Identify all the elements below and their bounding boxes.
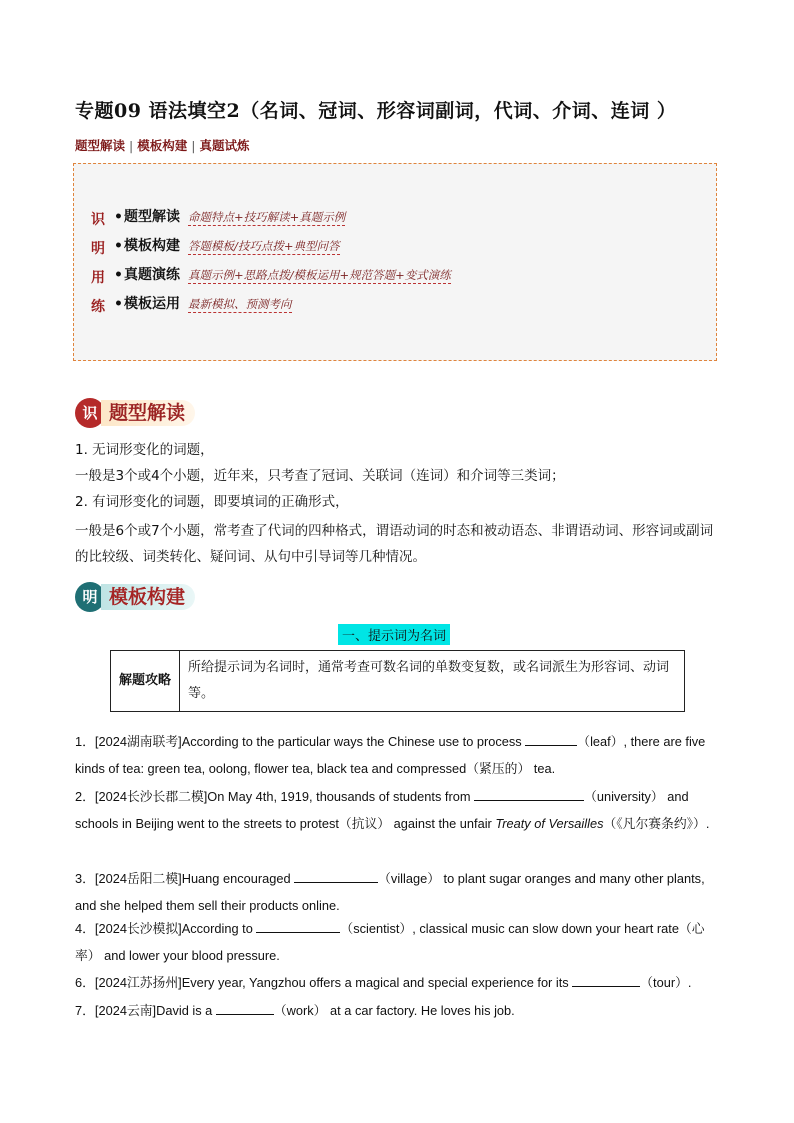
toc-item[interactable]: •真题演练 真题示例+思路点拨/模板运用+规范答题+变式演练	[114, 267, 451, 283]
interpretation-text: 1. 无词形变化的词题， 一般是3个或4个小题，近年来，只考查了冠词、关联词（连词）和介词等三类词； 2. 有词形变化的词题，即要填词的正确形式， 一般是6个或7个小题，常考查了代词的四种格式，谓语动词的时态和被动语态、非谓语动词、形容词或副词的比较级、词类转化、疑问词、从句中引导词等几种情况。	[75, 442, 714, 565]
answer-blank[interactable]	[294, 868, 378, 883]
toc-side-label: 识 明 用 练	[91, 212, 105, 315]
subheading-noun-hint: 一、提示词为名词	[338, 624, 450, 645]
section-nav: 题型解读 | 模板构建 | 真题试炼	[75, 138, 250, 153]
question-item: 4．[2024长沙模拟]According to （scientist）, classical music can slow down your heart rate（心率） and lower your blood pressure.	[75, 915, 723, 969]
badge-circle-icon: 识	[75, 398, 105, 428]
page-title: 专题09 语法填空2（名词、冠词、形容词副词，代词、介词、连词 ）	[75, 100, 677, 122]
answer-blank[interactable]	[256, 918, 340, 933]
question-item: 6．[2024江苏扬州]Every year, Yangzhou offers a magical and special experience for its （tour）.	[75, 969, 723, 996]
question-item: 7．[2024云南]David is a （work） at a car factory. He loves his job.	[75, 997, 723, 1024]
nav-item-interpretation[interactable]: 题型解读	[75, 138, 126, 153]
nav-item-practice[interactable]: 真题试炼	[199, 138, 250, 153]
nav-item-template[interactable]: 模板构建	[137, 138, 188, 153]
badge-circle-icon: 明	[75, 582, 105, 612]
strategy-head: 解题攻略	[111, 651, 180, 712]
answer-blank[interactable]	[216, 1000, 274, 1015]
toc-item[interactable]: •模板构建 答题模板/技巧点拨+典型问答	[114, 238, 340, 254]
toc-item[interactable]: •模板运用 最新模拟、预测考向	[114, 296, 292, 312]
toc-box	[73, 163, 717, 361]
question-item: 1．[2024湖南联考]According to the particular ways the Chinese use to process （leaf）, there are five kinds of tea: green tea, oolong, flower tea, black tea and compressed（紧压的） tea.	[75, 728, 723, 782]
answer-blank[interactable]	[525, 731, 577, 746]
question-item: 3．[2024岳阳二模]Huang encouraged （village） to plant sugar oranges and many other plants, and she helped them sell their products online.	[75, 865, 723, 919]
answer-blank[interactable]	[474, 786, 584, 801]
answer-blank[interactable]	[572, 972, 640, 987]
toc-item[interactable]: •题型解读 命题特点+技巧解读+真题示例	[114, 209, 346, 225]
strategy-body: 所给提示词为名词时，通常考查可数名词的单数变复数，或名词派生为形容词、动词等。	[180, 651, 685, 712]
section-badge-template: 明 模板构建	[75, 582, 195, 614]
section-badge-interpretation: 识 题型解读	[75, 398, 195, 430]
strategy-table	[110, 650, 685, 712]
question-item: 2．[2024长沙长郡二模]On May 4th, 1919, thousands of students from （university） and schools in Beijing went to the streets to protest（抗议） against the unfair Treaty of Versailles（《凡尔赛条约》）.	[75, 783, 723, 837]
